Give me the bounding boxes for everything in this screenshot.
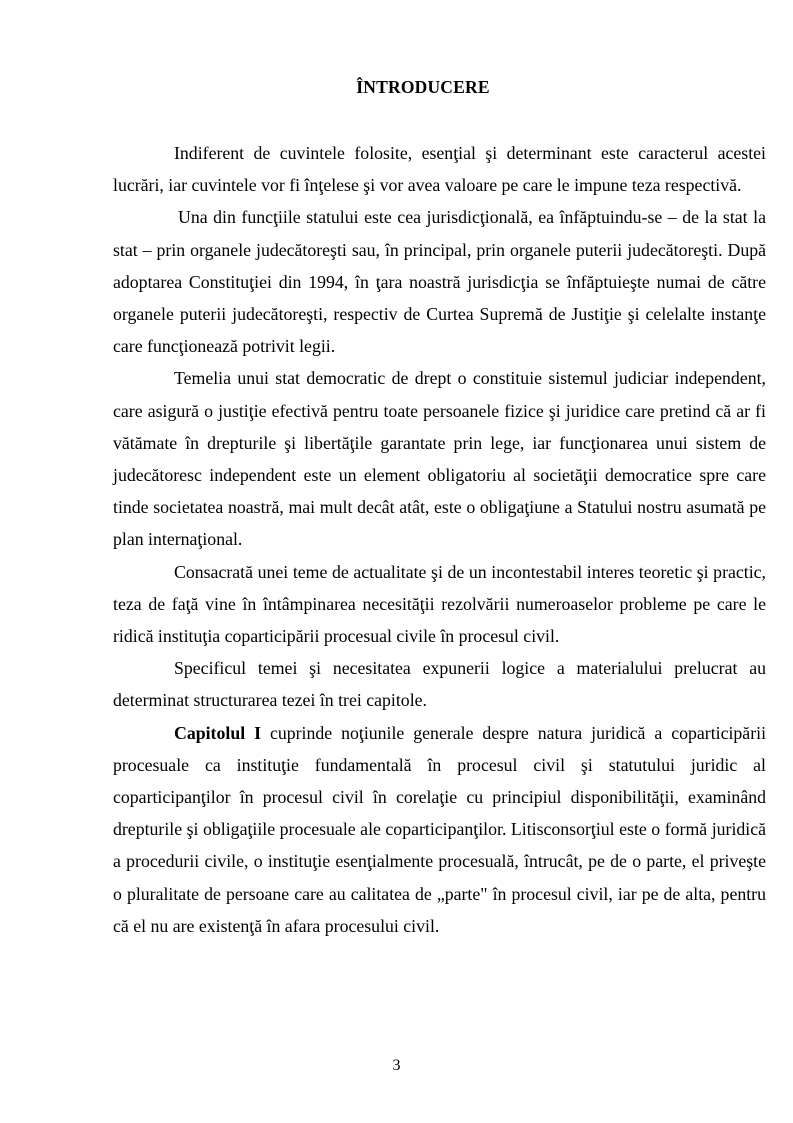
paragraph-1-text: Indiferent de cuvintele folosite, esenţial şi determinant este caracterul acestei lucrări, iar cuvintele vor fi înţelese şi vor avea valoare pe care le impune teza respectivă. [113,143,766,196]
document-title: ÎNTRODUCERE [356,77,490,97]
paragraph-3-text: Temelia unui stat democratic de drept o constituie sistemul judiciar independent, care asigură o justiţie efectivă pentru toate persoanele fizice şi juridice care pretind că ar fi vătămate în drepturile şi libertăţile garantate prin lege, iar funcţionarea unui sistem de judecătoresc independent este un element obligatoriu al societăţii democratice spre care tinde societatea noastră, mai mult decât atât, este o obligaţiune a Statului nostru asumată pe plan internaţional. [113,368,766,550]
paragraph-6 [113,717,766,942]
paragraph-2-text: Una din funcţiile statului este cea jurisdicţională, ea înfăptuindu-se – de la stat la stat – prin organele judecătoreşti sau, în principal, prin organele puterii judecătoreşti. După adoptarea Constituţiei din 1994, în ţara noastră jurisdicţia se înfăptuieşte numai de către organele puterii judecătoreşti, respectiv de Curtea Supremă de Justiţie şi celelalte instanţe care funcţionează potrivit legii. [113,207,766,357]
paragraph-4-text: Consacrată unei teme de actualitate şi de un incontestabil interes teoretic şi practic, teza de faţă vine în întâmpinarea necesităţii rezolvării numeroaselor probleme pe care le ridică instituţia coparticipării procesual civile în procesul civil. [113,561,766,647]
paragraph-1 [113,137,766,201]
paragraph-5-text: Specificul temei şi necesitatea expunerii logice a materialului prelucrat au determinat structurarea tezei în trei capitole. [113,658,766,711]
page-number: 3 [392,1057,401,1074]
paragraph-5 [113,652,766,716]
document-body [113,137,766,942]
paragraph-3 [113,362,766,555]
paragraph-4 [113,556,766,653]
chapter-heading-inline: Capitolul I [174,722,262,743]
paragraph-6-text: cuprinde noţiunile generale despre natura juridică a coparticipării procesuale ca instituţie fundamentală în procesul civil şi statutului juridic al coparticipanţilor în procesul civil în corelaţie cu principiul disponibilităţii, examinând drepturile şi obligaţiile procesuale ale coparticipanţilor. Litisconsorţiul este o formă juridică a procedurii civile, o instituţie esenţialmente procesuală, întrucât, pe de o parte, el priveşte o pluralitate de persoane care au calitatea de „parte" în procesul civil, iar pe de alta, pentru că el nu are existenţă în afara procesului civil. [113,722,767,936]
paragraph-2 [113,201,766,362]
